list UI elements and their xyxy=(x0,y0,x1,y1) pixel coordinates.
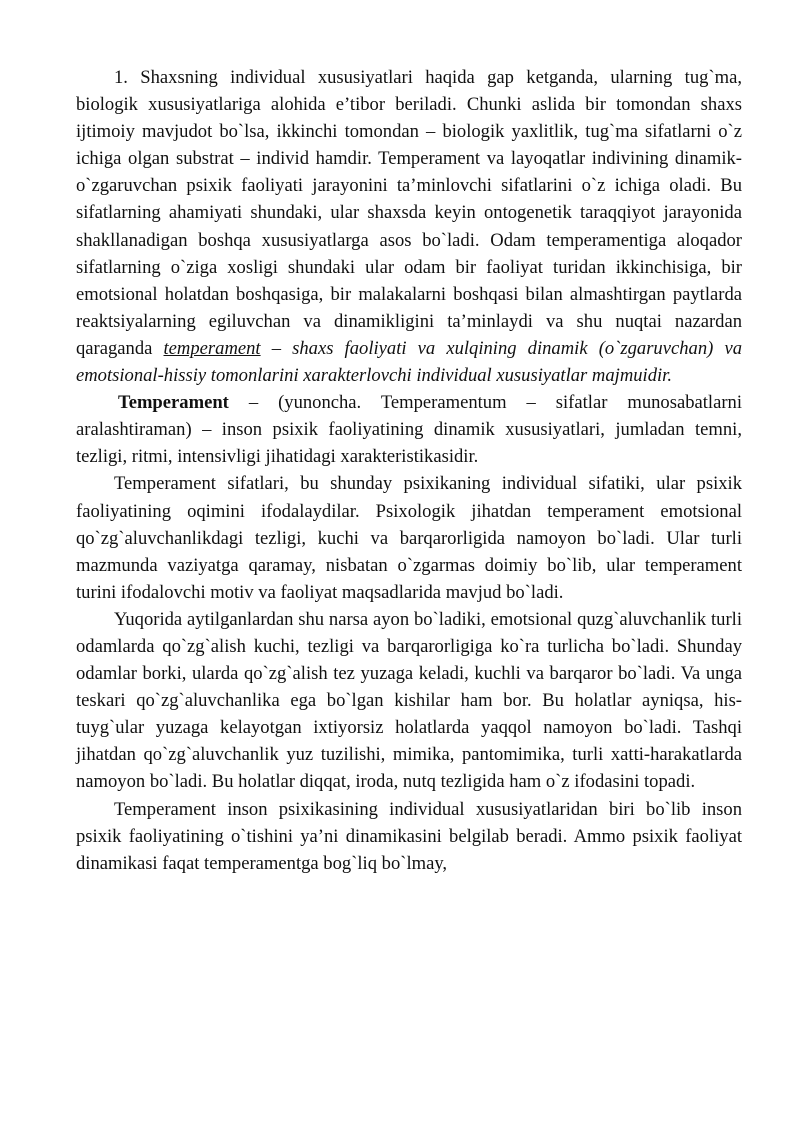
paragraph-4: Yuqorida aytilganlardan shu narsa ayon bo`ladiki, emotsional quzg`aluvchanlik turli odamlarda qo`zg`alish kuchi, tezligi va barqarorligiga ko`ra turlicha bo`ladi. Shunday odamlar borki, ularda qo`zg`alish tez yuzaga keladi, kuchli va barqaror bo`ladi. Va unga teskari qo`zg`aluvchanlika ega bo`lgan kishilar ham bor. Bu holatlar ayniqsa, his-tuyg`ular yuzaga kelayotgan ixtiyorsiz holatlarda yaqqol namoyon bo`ladi. Tashqi jihatdan qo`zg`aluvchanlik yuz tuzilishi, mimika, pantomimika, turli xatti-harakatlarda namoyon bo`ladi. Bu holatlar diqqat, iroda, nutq tezligida ham o`z ifodasini topadi. xyxy=(76,608,742,793)
paragraph-1-text: 1. Shaxsning individual xususiyatlari haqida gap ketganda, ularning tug`ma, biologik xususiyatlariga alohida e’tibor beriladi. Chunki aslida bir tomondan shaxs ijtimoiy mavjudot bo`lsa, ikkinchi tomondan – biologik yaxlitlik, tug`ma sifatlarni o`z ichiga olgan substrat – individ hamdir. Temperament va layoqatlar indivining dinamik-o`zgaruvchan psixik faoliyati jarayonini ta’minlovchi sifatlarini o`z ichiga oladi. Bu sifatlarning ahamiyati shundaki, ular shaxsda keyin ontogenetik taraqqiyot jarayonida shakllanadigan boshqa xususiyatlarga asos bo`ladi. Odam temperamentiga aloqador sifatlarning o`ziga xosligi shundaki ular odam bir faoliyat turidan ikkinchisiga, bir emotsional holatdan boshqasiga, bir malakalarni boshqasi bilan almashtirgan paytlarda reaktsiyalarning egiluvchan va dinamikligini ta’minlaydi va shu nuqtai nazardan qaraganda xyxy=(76,67,742,359)
paragraph-1 xyxy=(76,64,742,389)
term-temperament-bold: Temperament xyxy=(118,392,229,414)
paragraph-2 xyxy=(76,389,742,470)
paragraph-5: Temperament inson psixikasining individual xususiyatlaridan biri bo`lib inson psixik faoliyatining o`tishini ya’ni dinamikasini belgilab beradi. Ammo psixik faoliyat dinamikasi faqat temperamentga bog`liq bo`lmay, xyxy=(76,798,742,874)
document-page xyxy=(76,64,742,877)
paragraph-2-text: – (yunoncha. Temperamentum – sifatlar munosabatlarni aralashtiraman) – inson psixik faoliyatining dinamik xususiyatlari, jumladan temni, tezligi, ritmi, intensivligi jihatidagi xarakteristikasidir. xyxy=(76,392,742,468)
temperament-definition: – shaxs faoliyati va xulqining dinamik (o`zgaruvchan) va emotsional-hissiy tomonlarini xarakterlovchi individual xususiyatlar majmuidir. xyxy=(76,337,742,387)
term-temperament: temperament xyxy=(163,337,261,359)
paragraph-3: Temperament sifatlari, bu shunday psixikaning individual sifatiki, ular psixik faoliyatining oqimini ifodalaydilar. Psixologik jihatdan temperament emotsional qo`zg`aluvchanlikdagi tezligi, kuchi va barqarorligida namoyon bo`ladi. Ular turli mazmunda vaziyatga qaramay, nisbatan o`zgarmas doimiy bo`lib, ular temperament turini ifodalovchi motiv va faoliyat maqsadlarida mavjud bo`ladi. xyxy=(76,473,742,603)
